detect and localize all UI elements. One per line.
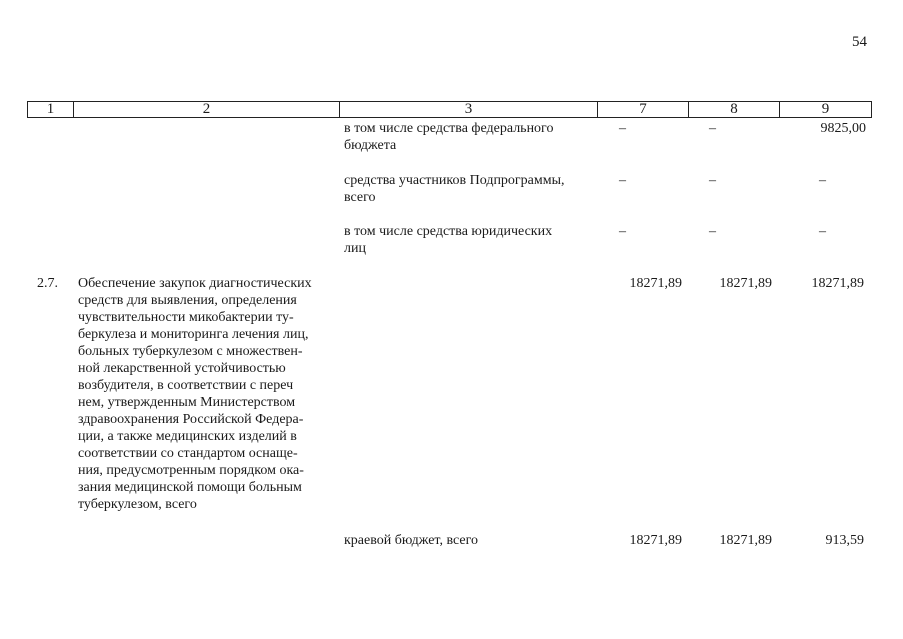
row-participants-label: средства участников Подпрограммы, всего bbox=[344, 173, 565, 205]
row-federal-label: в том числе средства федерального бюджета bbox=[344, 121, 554, 153]
item-description: Обеспечение закупок диагностических средств для выявления, определения чувствительности микобактерии ту- беркулеза и мониторинга лечения лиц, больных туберкулезом с множествен- ной лекарственной устойчивостью возбудителя, в соответствии с переч нем, утвержденным Министерством здравоохранения Российской Федера- ции, а также медицинских изделий в соответствии со стандартом оснаще- ния, предусмотренным порядком ока- зания медицинской помощи больным туберкулезом, всего bbox=[78, 276, 312, 512]
header-col-9: 9 bbox=[780, 102, 872, 118]
row-regional-label: краевой бюджет, всего bbox=[344, 533, 479, 548]
row-legal-c7: – bbox=[619, 224, 626, 239]
row-federal-c7: – bbox=[619, 121, 626, 136]
item-c7: 18271,89 bbox=[629, 276, 682, 291]
column-header-table bbox=[27, 101, 872, 118]
item-number: 2.7. bbox=[37, 276, 58, 291]
header-col-8: 8 bbox=[689, 102, 780, 118]
item-c8: 18271,89 bbox=[719, 276, 772, 291]
header-col-7: 7 bbox=[598, 102, 689, 118]
page-number: 54 bbox=[852, 34, 867, 50]
header-col-1: 1 bbox=[28, 102, 74, 118]
header-row bbox=[28, 102, 872, 118]
header-col-2: 2 bbox=[74, 102, 340, 118]
row-regional-c8: 18271,89 bbox=[719, 533, 772, 548]
row-legal-label: в том числе средства юридических лиц bbox=[344, 224, 553, 256]
header-col-3: 3 bbox=[340, 102, 598, 118]
row-regional-c9: 913,59 bbox=[825, 533, 864, 548]
row-legal-c9: – bbox=[819, 224, 826, 239]
row-federal-c9: 9825,00 bbox=[820, 121, 866, 136]
row-regional-c7: 18271,89 bbox=[629, 533, 682, 548]
row-participants-c7: – bbox=[619, 173, 626, 188]
row-participants-c9: – bbox=[819, 173, 826, 188]
row-legal-c8: – bbox=[709, 224, 716, 239]
row-participants-c8: – bbox=[709, 173, 716, 188]
row-federal-c8: – bbox=[709, 121, 716, 136]
item-c9: 18271,89 bbox=[811, 276, 864, 291]
